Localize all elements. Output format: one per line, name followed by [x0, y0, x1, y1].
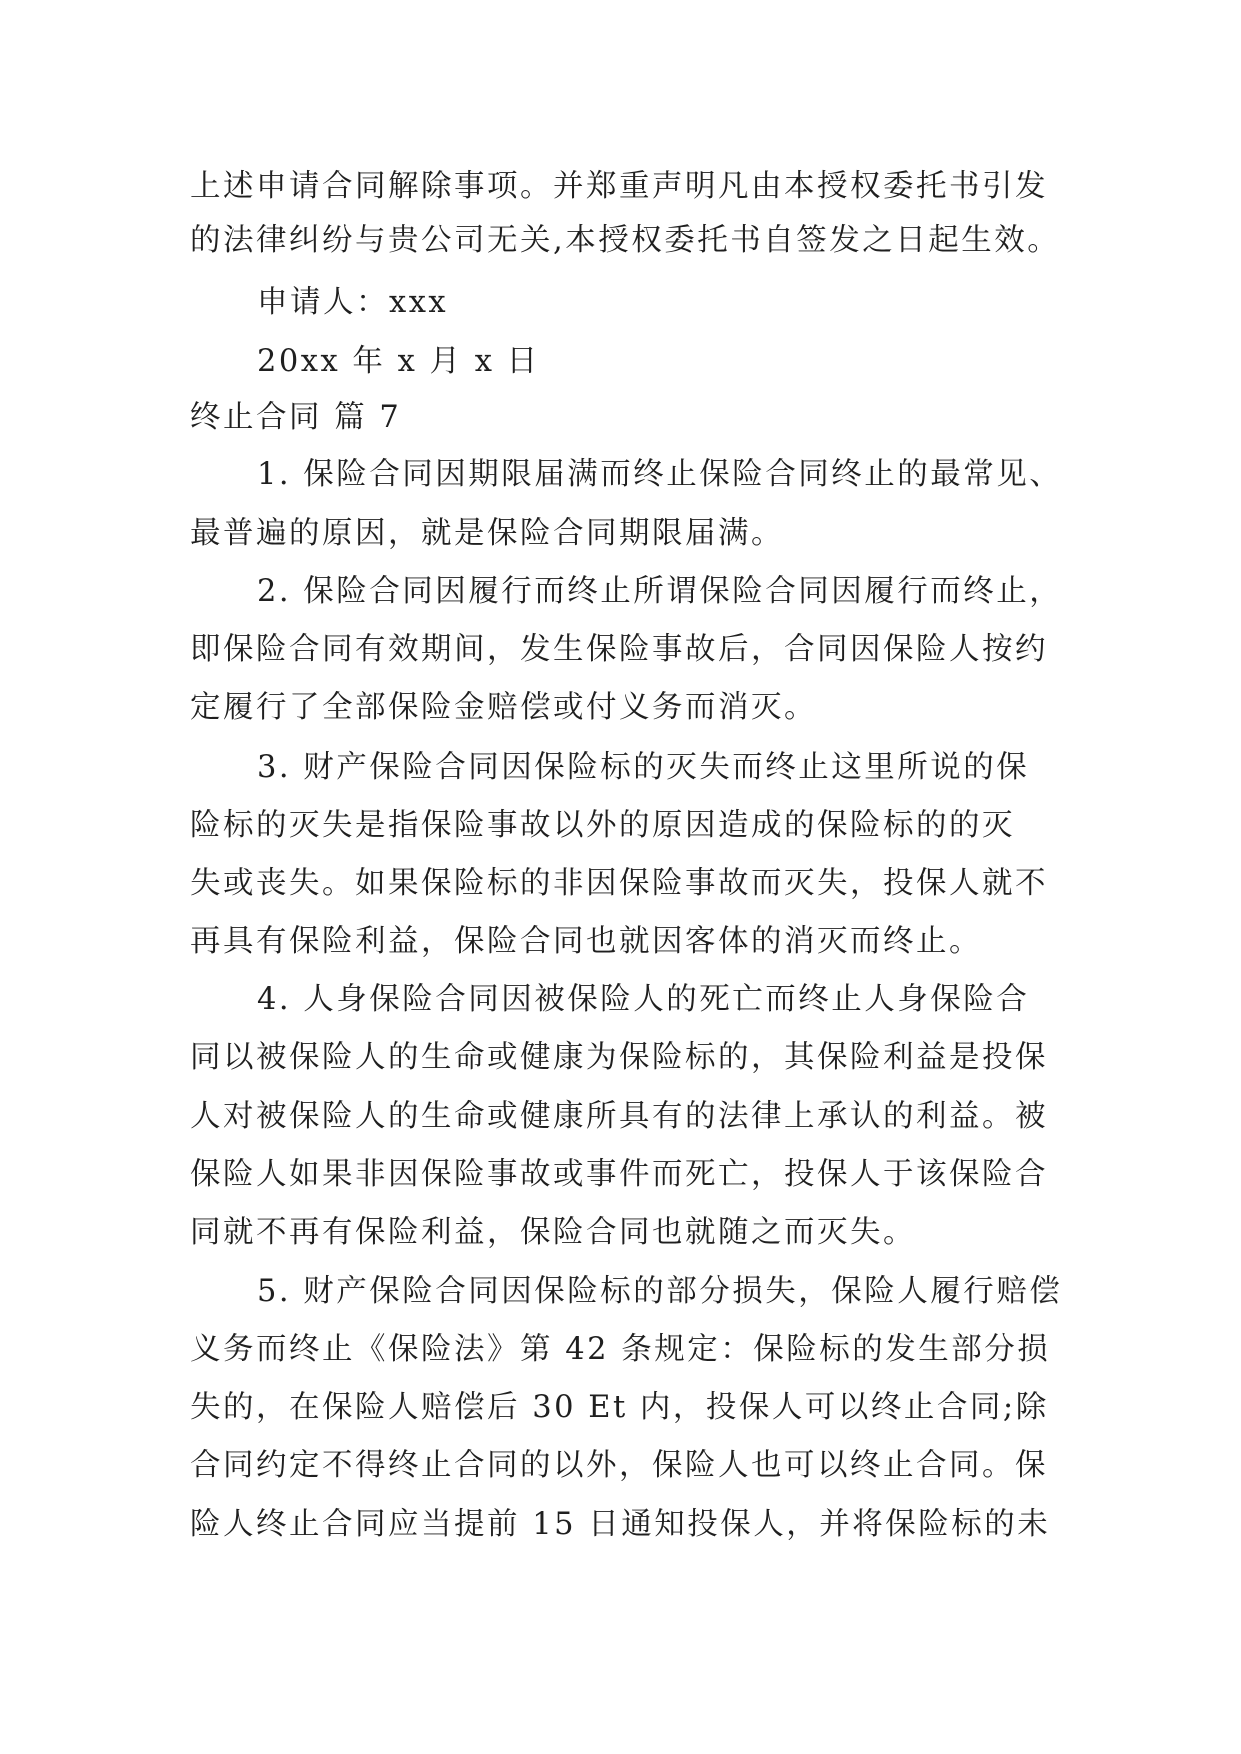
text-line: 失的，在保险人赔偿后 30 Et 内，投保人可以终止合同;除 — [190, 1390, 1049, 1425]
text-line: 3. 财产保险合同因保险标的灭失而终止这里所说的保 — [257, 750, 1030, 785]
text-line: 人对被保险人的生命或健康所具有的法律上承认的利益。被 — [190, 1099, 1048, 1134]
text-line: 即保险合同有效期间，发生保险事故后，合同因保险人按约 — [190, 632, 1048, 667]
text-line: 义务而终止《保险法》第 42 条规定：保险标的发生部分损 — [190, 1332, 1051, 1367]
text-line: 同以被保险人的生命或健康为保险标的，其保险利益是投保 — [190, 1040, 1048, 1075]
text-line: 的法律纠纷与贵公司无关,本授权委托书自签发之日起生效。 — [190, 223, 1061, 258]
section-heading: 终止合同 篇 7 — [190, 400, 402, 435]
text-line: 同就不再有保险利益，保险合同也就随之而灭失。 — [190, 1215, 916, 1250]
text-line: 定履行了全部保险金赔偿或付义务而消灭。 — [190, 690, 817, 725]
text-line: 再具有保险利益，保险合同也就因客体的消灭而终止。 — [190, 924, 982, 959]
text-line: 险标的灭失是指保险事故以外的原因造成的保险标的的灭 — [190, 808, 1015, 843]
signatory-line: 申请人：xxx — [257, 285, 449, 320]
text-line: 5. 财产保险合同因保险标的部分损失，保险人履行赔偿 — [257, 1274, 1063, 1309]
text-line: 最普遍的原因，就是保险合同期限届满。 — [190, 516, 784, 551]
text-line: 合同约定不得终止合同的以外，保险人也可以终止合同。保 — [190, 1448, 1048, 1483]
date-line: 20xx 年 x 月 x 日 — [257, 344, 540, 379]
text-line: 上述申请合同解除事项。并郑重声明凡由本授权委托书引发 — [190, 169, 1048, 204]
text-line: 失或丧失。如果保险标的非因保险事故而灭失，投保人就不 — [190, 866, 1048, 901]
text-line: 险人终止合同应当提前 15 日通知投保人，并将保险标的未 — [190, 1507, 1051, 1542]
text-line: 4. 人身保险合同因被保险人的死亡而终止人身保险合 — [257, 982, 1030, 1017]
text-line: 2. 保险合同因履行而终止所谓保险合同因履行而终止， — [257, 574, 1063, 609]
text-line: 保险人如果非因保险事故或事件而死亡，投保人于该保险合 — [190, 1157, 1048, 1192]
text-line: 1. 保险合同因期限届满而终止保险合同终止的最常见、 — [257, 457, 1063, 492]
